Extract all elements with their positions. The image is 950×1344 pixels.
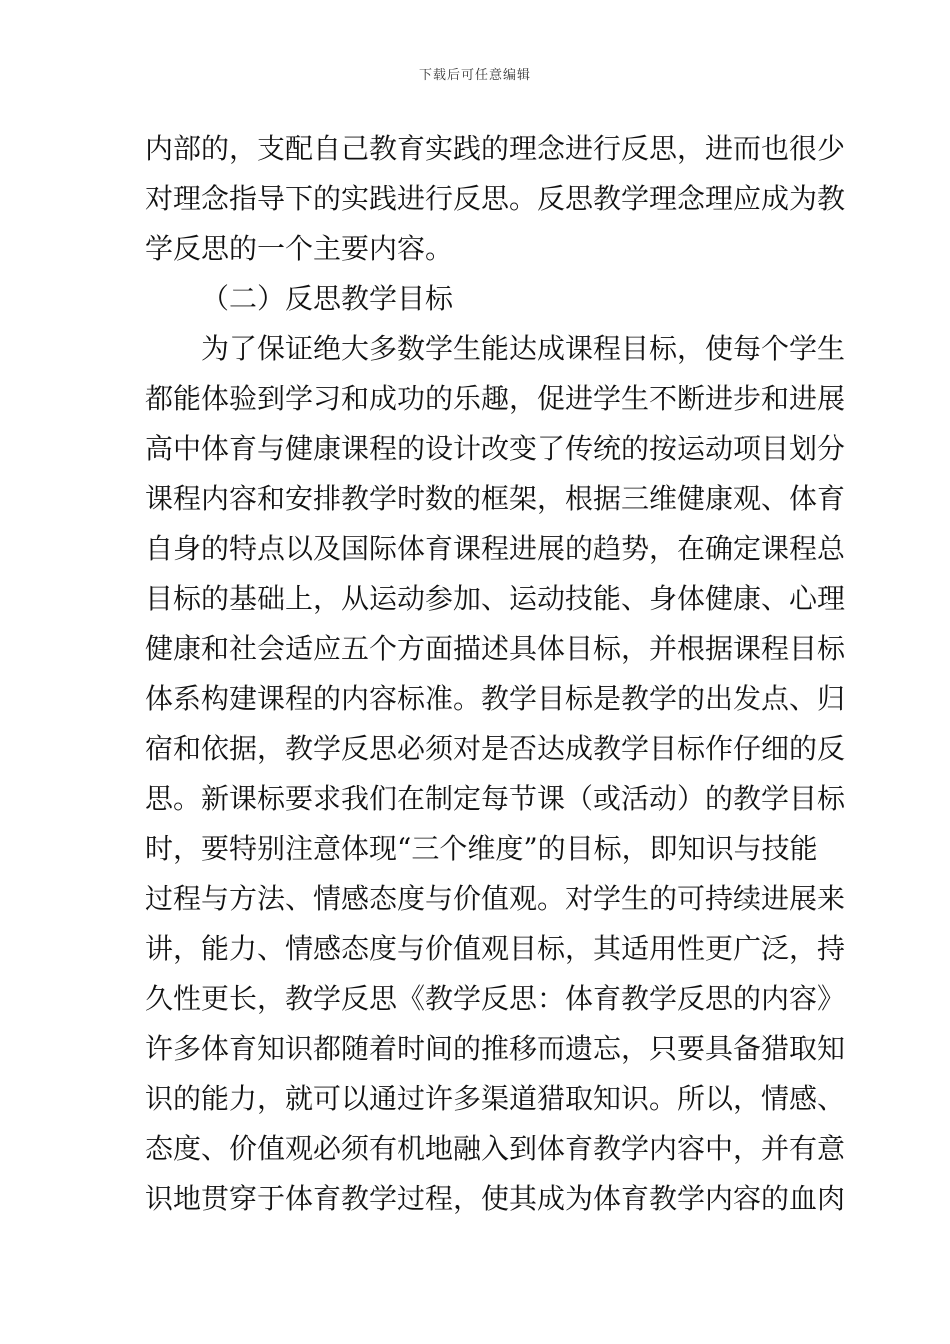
text-line: 久性更长，教学反思《教学反思：体育教学反思的内容》	[145, 982, 846, 1015]
text-line: 宿和依据，教学反思必须对是否达成教学目标作仔细的反	[145, 732, 846, 765]
text-line: 课程内容和安排教学时数的框架，根据三维健康观、体育	[145, 482, 846, 515]
text-line: 许多体育知识都随着时间的推移而遗忘，只要具备猎取知	[145, 1032, 846, 1065]
text-line: 自身的特点以及国际体育课程进展的趋势，在确定课程总	[145, 532, 846, 565]
text-line: 识地贯穿于体育教学过程，使其成为体育教学内容的血肉	[145, 1182, 846, 1215]
document-body	[145, 124, 846, 1224]
text-line: 目标的基础上，从运动参加、运动技能、身体健康、心理	[145, 582, 846, 615]
text-line: 学反思的一个主要内容。	[145, 232, 454, 265]
text-line: 时，要特别注意体现“三个维度”的目标，即知识与技能	[145, 832, 818, 865]
text-line: 思。新课标要求我们在制定每节课（或活动）的教学目标	[145, 782, 846, 815]
text-line: 都能体验到学习和成功的乐趣，促进学生不断进步和进展	[145, 382, 846, 415]
text-line: 过程与方法、情感态度与价值观。对学生的可持续进展来	[145, 882, 846, 915]
page-header-note: 下载后可任意编辑	[418, 68, 531, 83]
text-line: 识的能力，就可以通过许多渠道猎取知识。所以，情感、	[145, 1082, 846, 1115]
text-line: 讲，能力、情感态度与价值观目标，其适用性更广泛，持	[145, 932, 846, 965]
text-line: 态度、价值观必须有机地融入到体育教学内容中，并有意	[145, 1132, 846, 1165]
text-line: 内部的，支配自己教育实践的理念进行反思，进而也很少	[145, 132, 846, 165]
text-line: 为了保证绝大多数学生能达成课程目标，使每个学生	[201, 332, 846, 365]
text-line: 高中体育与健康课程的设计改变了传统的按运动项目划分	[145, 432, 846, 465]
text-line: 对理念指导下的实践进行反思。反思教学理念理应成为教	[145, 182, 846, 215]
section-heading: （二）反思教学目标	[201, 282, 454, 315]
text-line: 体系构建课程的内容标准。教学目标是教学的出发点、归	[145, 682, 846, 715]
text-line: 健康和社会适应五个方面描述具体目标，并根据课程目标	[145, 632, 846, 665]
